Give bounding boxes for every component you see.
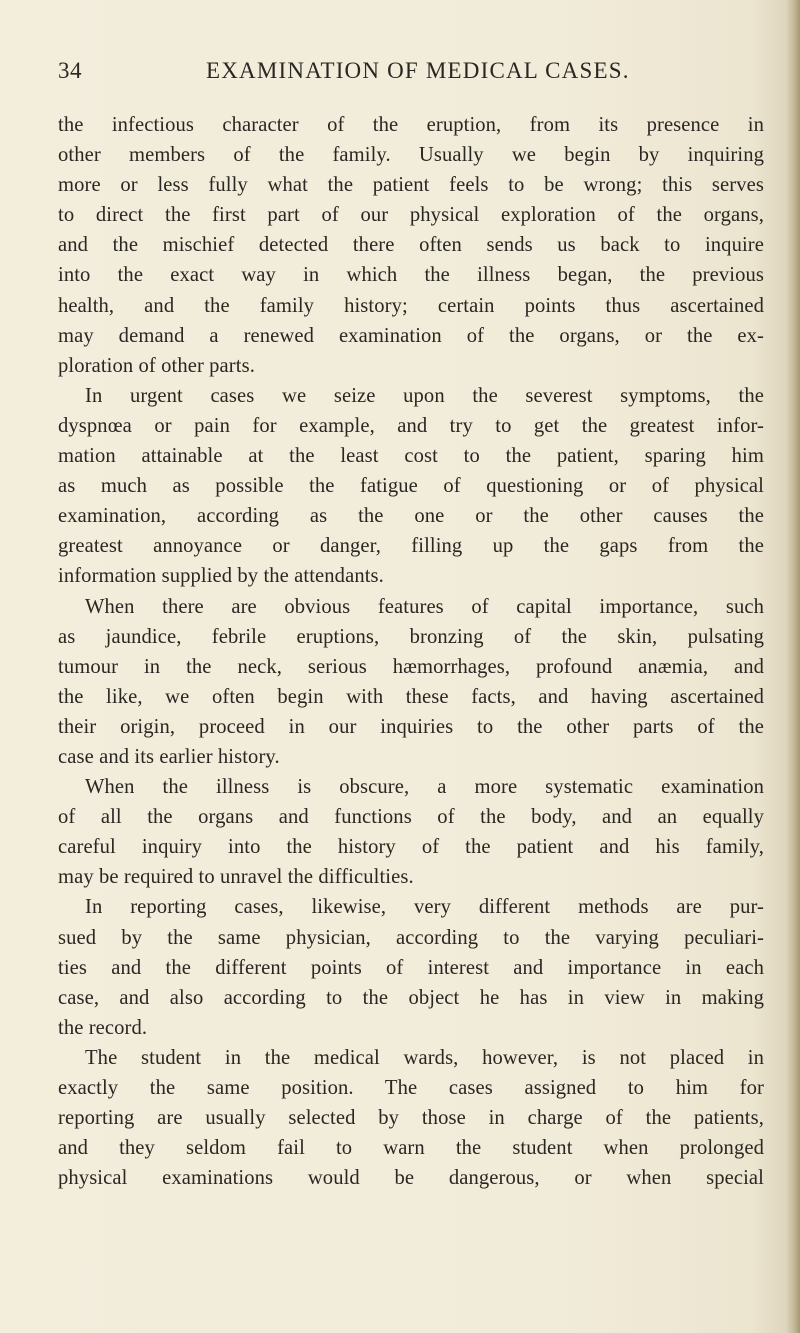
text-line: case, and also according to the object he has in view in making bbox=[58, 986, 764, 1009]
body-text bbox=[58, 110, 764, 1193]
text-line: health, and the family history; certain points thus ascertained bbox=[58, 294, 764, 317]
text-line: more or less fully what the patient feels to be wrong; this serves bbox=[58, 174, 764, 197]
text-line: as much as possible the fatigue of questioning or of physical bbox=[58, 475, 764, 498]
text-line: other members of the family. Usually we begin by inquiring bbox=[58, 144, 764, 167]
page-number: 34 bbox=[58, 58, 82, 83]
text-line: The student in the medical wards, however, is not placed in bbox=[85, 1046, 764, 1069]
text-line: In urgent cases we seize upon the severest symptoms, the bbox=[85, 384, 764, 407]
text-line: into the exact way in which the illness began, the previous bbox=[58, 264, 764, 287]
text-line: ploration of other parts. bbox=[58, 354, 255, 377]
page-edge bbox=[786, 0, 800, 1333]
text-line: of all the organs and functions of the body, and an equally bbox=[58, 806, 764, 829]
text-line: ties and the different points of interest and importance in each bbox=[58, 956, 764, 979]
text-line: greatest annoyance or danger, filling up the gaps from the bbox=[58, 535, 764, 558]
text-line: the infectious character of the eruption, from its presence in bbox=[58, 114, 764, 136]
text-line: In reporting cases, likewise, very different methods are pur- bbox=[85, 896, 764, 919]
text-line: information supplied by the attendants. bbox=[58, 565, 384, 588]
text-line: mation attainable at the least cost to the patient, sparing him bbox=[58, 445, 764, 468]
text-line: may demand a renewed examination of the organs, or the ex- bbox=[58, 324, 764, 347]
text-line: dyspnœa or pain for example, and try to get the greatest infor- bbox=[58, 414, 764, 437]
text-line: When the illness is obscure, a more systematic examination bbox=[85, 776, 764, 799]
text-line: the record. bbox=[58, 1016, 148, 1039]
text-line: exactly the same position. The cases assigned to him for bbox=[58, 1077, 764, 1099]
text-line: examination, according as the one or the other causes the bbox=[58, 505, 764, 528]
text-line: their origin, proceed in our inquiries to the other parts of the bbox=[58, 715, 764, 738]
text-line: to direct the first part of our physical exploration of the organs, bbox=[58, 204, 764, 227]
text-line: and the mischief detected there often sends us back to inquire bbox=[58, 234, 764, 257]
text-line: When there are obvious features of capital importance, such bbox=[85, 595, 764, 618]
text-line: sued by the same physician, according to the varying peculiari- bbox=[58, 926, 764, 949]
text-line: as jaundice, febrile eruptions, bronzing of the skin, pulsating bbox=[58, 625, 764, 648]
text-line: reporting are usually selected by those in charge of the patients, bbox=[58, 1107, 764, 1130]
running-head: EXAMINATION OF MEDICAL CASES. bbox=[206, 58, 630, 83]
page-header bbox=[58, 58, 778, 88]
text-line: may be required to unravel the difficulties. bbox=[58, 866, 414, 889]
text-line: and they seldom fail to warn the student when prolonged bbox=[58, 1137, 764, 1160]
text-line: tumour in the neck, serious hæmorrhages, profound anæmia, and bbox=[58, 655, 764, 678]
text-line: the like, we often begin with these facts, and having ascertained bbox=[58, 685, 764, 708]
text-line: physical examinations would be dangerous, or when special bbox=[58, 1167, 764, 1190]
text-line: careful inquiry into the history of the patient and his family, bbox=[58, 836, 764, 859]
text-line: case and its earlier history. bbox=[58, 745, 280, 768]
